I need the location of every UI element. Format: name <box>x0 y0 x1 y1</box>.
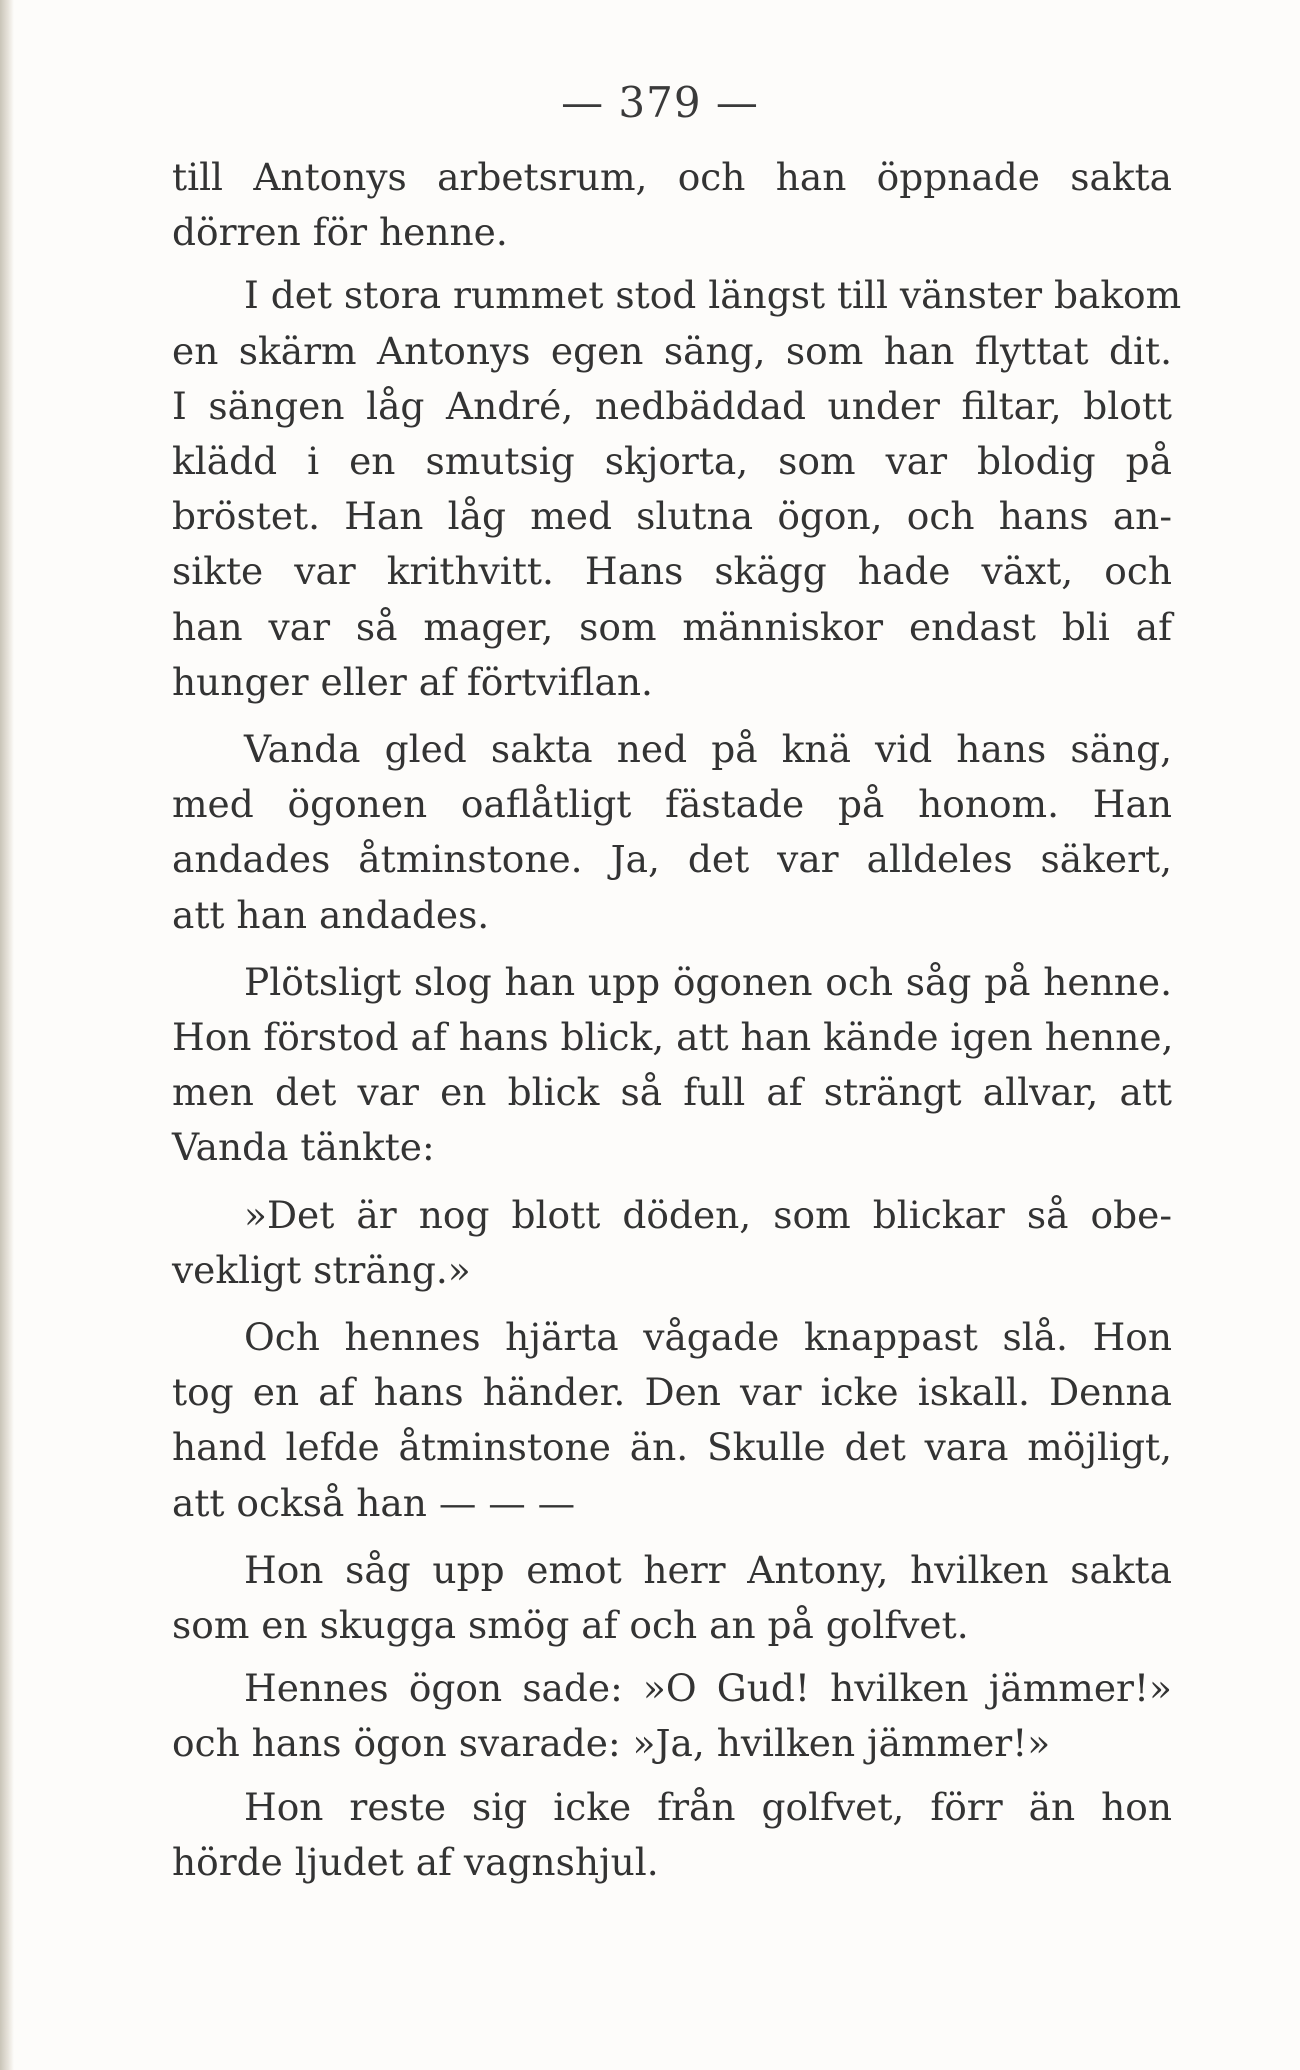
paragraph <box>172 150 1172 260</box>
text-line: till Antonys arbetsrum, och han öppnade sakta <box>172 155 1172 199</box>
text-line: dörren för henne. <box>172 210 508 255</box>
text-line: hörde ljudet af vagnshjul. <box>172 1839 659 1884</box>
page-number: — 379 — <box>561 78 759 127</box>
text-line: Hon förstod af hans blick, att han kände igen henne, <box>172 1015 1174 1060</box>
text-line: Vanda tänkte: <box>172 1125 435 1170</box>
text-line: att också han — — — <box>172 1480 576 1525</box>
text-line: hunger eller af förtviflan. <box>172 659 653 704</box>
text-line: vekligt sträng.» <box>172 1247 471 1292</box>
paragraph <box>172 955 1172 1176</box>
paragraph <box>172 1543 1172 1653</box>
paragraph <box>172 1661 1172 1771</box>
paragraph <box>172 1188 1172 1298</box>
binding-edge <box>0 0 14 2070</box>
text-line: och hans ögon svarade: »Ja, hvilken jämmer!» <box>172 1721 1051 1766</box>
paragraph <box>172 1310 1172 1531</box>
text-line: Vanda gled sakta ned på knä vid hans säng, <box>244 727 1172 772</box>
text-line: Hennes ögon sade: »O Gud! hvilken jämmer!» <box>244 1666 1172 1711</box>
text-line: tog en af hans händer. Den var icke iskall. Denna <box>172 1370 1172 1415</box>
text-line: hand lefde åtminstone än. Skulle det vara möjligt, <box>172 1425 1172 1470</box>
text-line: sikte var krithvitt. Hans skägg hade växt, och <box>172 549 1172 594</box>
text-line: att han andades. <box>172 892 490 937</box>
text-line: Hon såg upp emot herr Antony, hvilken sakta <box>244 1547 1172 1592</box>
paragraph <box>172 268 1182 710</box>
text-line: andades åtminstone. Ja, det var alldeles säkert, <box>172 837 1172 882</box>
text-line: Plötsligt slog han upp ögonen och såg på henne. <box>244 959 1172 1004</box>
text-line: Och hennes hjärta vågade knappast slå. Hon <box>244 1315 1172 1360</box>
text-line: Hon reste sig icke från golfvet, förr än hon <box>244 1784 1172 1829</box>
text-line: »Det är nog blott döden, som blickar så obe- <box>244 1192 1172 1237</box>
paragraph <box>172 722 1172 943</box>
text-line: klädd i en smutsig skjorta, som var blodig på <box>172 439 1172 484</box>
text-line: som en skugga smög af och an på golfvet. <box>172 1603 969 1648</box>
text-line: I sängen låg André, nedbäddad under filtar, blott <box>172 383 1172 428</box>
text-line: men det var en blick så full af strängt allvar, att <box>172 1070 1172 1115</box>
paragraph <box>172 1780 1172 1890</box>
text-line: med ögonen oaflåtligt fästade på honom. Han <box>172 782 1172 827</box>
text-line: han var så mager, som människor endast bli af <box>172 604 1172 649</box>
text-line: en skärm Antonys egen säng, som han flyttat dit. <box>172 328 1172 373</box>
body-text <box>172 150 1182 1890</box>
text-line: I det stora rummet stod längst till vänster bakom <box>244 273 1182 318</box>
text-line: bröstet. Han låg med slutna ögon, och hans an- <box>172 494 1172 539</box>
